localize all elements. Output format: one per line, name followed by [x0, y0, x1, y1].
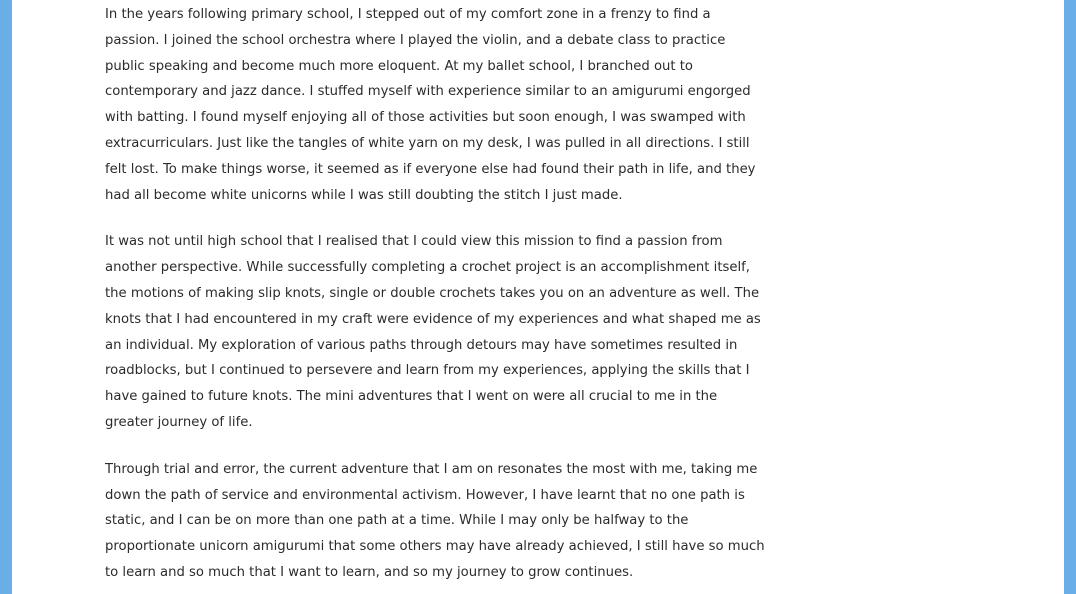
text-line: static, and I can be on more than one path at a time. While I may only be halfway to the — [105, 513, 689, 529]
text-line: proportionate unicorn amigurumi that some others may have already achieved, I still have so much — [105, 539, 765, 555]
right-side-bar — [1064, 0, 1076, 594]
paragraph-1 — [105, 2, 756, 208]
article-body — [105, 2, 765, 594]
text-line: extracurriculars. Just like the tangles of white yarn on my desk, I was pulled in all directions. I still — [105, 135, 750, 151]
text-line: the motions of making slip knots, single or double crochets takes you on an adventure as well. The — [105, 285, 760, 301]
text-line: roadblocks, but I continued to persevere and learn from my experiences, applying the skills that I — [105, 363, 750, 379]
text-line: greater journey of life. — [105, 414, 253, 430]
text-line: down the path of service and environmental activism. However, I have learnt that no one path is — [105, 487, 745, 503]
text-line: It was not until high school that I realised that I could view this mission to find a passion from — [105, 234, 723, 250]
text-line: with batting. I found myself enjoying all of those activities but soon enough, I was swamped with — [105, 110, 746, 126]
text-line: passion. I joined the school orchestra where I played the violin, and a debate class to practice — [105, 32, 726, 48]
text-line: knots that I had encountered in my craft were evidence of my experiences and what shaped me as — [105, 311, 761, 327]
paragraph-3 — [105, 457, 765, 586]
text-line: felt lost. To make things worse, it seemed as if everyone else had found their path in life, and they — [105, 161, 756, 177]
text-line: an individual. My exploration of various paths through detours may have sometimes resulted in — [105, 337, 738, 353]
text-line: had all become white unicorns while I was still doubting the stitch I just made. — [105, 187, 623, 203]
text-line: Through trial and error, the current adventure that I am on resonates the most with me, taking me — [105, 461, 758, 477]
left-side-bar — [0, 0, 12, 594]
text-line: to learn and so much that I want to learn, and so my journey to grow continues. — [105, 564, 634, 580]
text-line: another perspective. While successfully completing a crochet project is an accomplishment itself, — [105, 260, 750, 276]
text-line: have gained to future knots. The mini adventures that I went on were all crucial to me in the — [105, 389, 718, 405]
text-line: contemporary and jazz dance. I stuffed myself with experience similar to an amigurumi engorged — [105, 84, 751, 100]
text-line: public speaking and become much more eloquent. At my ballet school, I branched out to — [105, 58, 693, 74]
text-line: In the years following primary school, I stepped out of my comfort zone in a frenzy to find a — [105, 7, 711, 22]
paragraph-2 — [105, 229, 761, 435]
